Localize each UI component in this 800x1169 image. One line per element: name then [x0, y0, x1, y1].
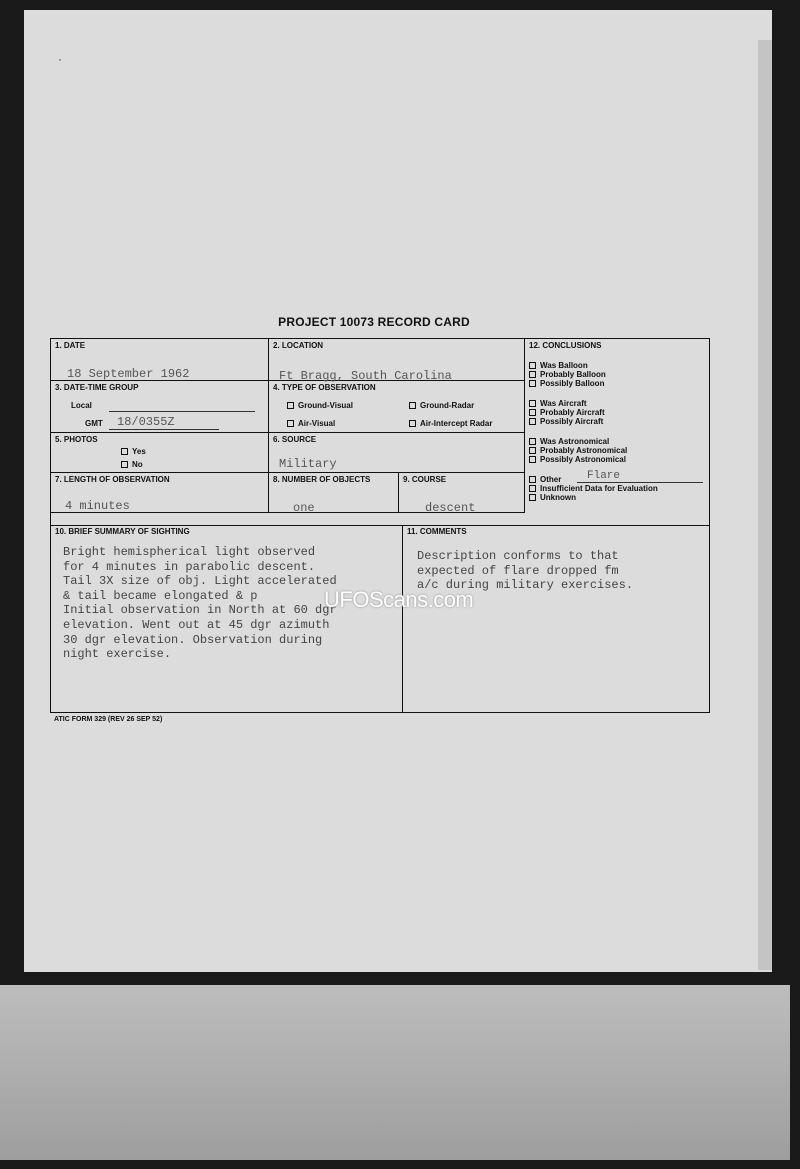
- conclusion-probably-astronomical: Probably Astronomical: [529, 446, 627, 455]
- conclusions-cell: [525, 339, 709, 525]
- checkbox-icon: [529, 438, 536, 445]
- gmt-label: GMT: [85, 419, 103, 428]
- length-label: 7. LENGTH OF OBSERVATION: [55, 475, 170, 484]
- type-air-visual: Air-Visual: [287, 419, 335, 428]
- course-label: 9. COURSE: [403, 475, 447, 484]
- checkbox-icon: [409, 420, 416, 427]
- source-label: 6. SOURCE: [273, 435, 317, 444]
- source-value: Military: [279, 457, 337, 471]
- datetime-cell: [51, 381, 269, 433]
- conclusions-label: 12. CONCLUSIONS: [529, 341, 602, 350]
- num-objects-value: one: [293, 501, 315, 515]
- conclusion-was-aircraft: Was Aircraft: [529, 399, 587, 408]
- date-cell: [51, 339, 269, 381]
- summary-cell: [51, 525, 403, 712]
- checkbox-icon: [529, 476, 536, 483]
- gmt-line: [109, 429, 219, 430]
- conclusion-other-value: Flare: [587, 470, 621, 482]
- date-label: 1. DATE: [55, 341, 86, 350]
- photos-cell: [51, 433, 269, 473]
- local-line: [109, 411, 255, 412]
- checkbox-icon: [287, 420, 294, 427]
- date-value: 18 September 1962: [67, 367, 190, 381]
- other-line: [577, 482, 703, 483]
- checkbox-icon: [529, 409, 536, 416]
- datetime-label: 3. DATE-TIME GROUP: [55, 383, 139, 392]
- conclusion-probably-aircraft: Probably Aircraft: [529, 408, 605, 417]
- comments-text: Description conforms to that expected of flare dropped fm a/c during military exercises.: [417, 549, 634, 593]
- conclusion-probably-balloon: Probably Balloon: [529, 370, 606, 379]
- conclusion-unknown: Unknown: [529, 493, 576, 502]
- document-page: [24, 10, 772, 972]
- photos-yes: Yes: [121, 447, 146, 456]
- scan-bottom-strip: [0, 985, 790, 1160]
- checkbox-icon: [529, 380, 536, 387]
- watermark: UFOScans.com: [324, 587, 474, 612]
- checkbox-icon: [529, 371, 536, 378]
- type-observation-cell: [269, 381, 525, 433]
- comments-label: 11. COMMENTS: [407, 527, 467, 536]
- comments-cell: [403, 525, 709, 712]
- checkbox-icon: [529, 494, 536, 501]
- num-objects-cell: [269, 473, 399, 513]
- photos-no: No: [121, 460, 143, 469]
- summary-label: 10. BRIEF SUMMARY OF SIGHTING: [55, 527, 190, 536]
- num-objects-label: 8. NUMBER OF OBJECTS: [273, 475, 371, 484]
- checkbox-icon: [529, 456, 536, 463]
- form-number: ATIC FORM 329 (REV 26 SEP 52): [54, 716, 163, 723]
- conclusion-possibly-balloon: Possibly Balloon: [529, 379, 604, 388]
- checkbox-icon: [529, 400, 536, 407]
- checkbox-icon: [409, 402, 416, 409]
- course-cell: [399, 473, 525, 513]
- conclusion-was-balloon: Was Balloon: [529, 361, 588, 370]
- type-ground-visual: Ground-Visual: [287, 401, 353, 410]
- conclusion-possibly-astronomical: Possibly Astronomical: [529, 455, 626, 464]
- local-label: Local: [71, 401, 92, 410]
- checkbox-icon: [529, 447, 536, 454]
- scan-speck: ·: [58, 52, 62, 66]
- length-value: 4 minutes: [65, 499, 130, 513]
- record-card: [50, 338, 710, 713]
- type-ground-radar: Ground-Radar: [409, 401, 474, 410]
- gmt-value: 18/0355Z: [117, 415, 175, 429]
- checkbox-icon: [121, 448, 128, 455]
- checkbox-icon: [121, 461, 128, 468]
- photos-label: 5. PHOTOS: [55, 435, 98, 444]
- summary-text: Bright hemispherical light observed for 4 minutes in parabolic descent. Tail 3X size of obj. Light accelerated & tail became elongated & p Initial observation in North at 60 dgr elevation. Went out at 45 dgr azimuth 30 dgr elevation. Observation during night exercise.: [63, 545, 337, 662]
- source-cell: [269, 433, 525, 473]
- type-observation-label: 4. TYPE OF OBSERVATION: [273, 383, 376, 392]
- location-cell: [269, 339, 525, 381]
- conclusion-insufficient-data: Insufficient Data for Evaluation: [529, 484, 658, 493]
- location-value: Ft Bragg, South Carolina: [279, 369, 452, 383]
- conclusion-possibly-aircraft: Possibly Aircraft: [529, 417, 603, 426]
- page-shadow: [758, 40, 772, 970]
- checkbox-icon: [529, 485, 536, 492]
- checkbox-icon: [529, 418, 536, 425]
- card-title: PROJECT 10073 RECORD CARD: [278, 315, 470, 329]
- checkbox-icon: [287, 402, 294, 409]
- location-label: 2. LOCATION: [273, 341, 324, 350]
- type-air-intercept-radar: Air-Intercept Radar: [409, 419, 492, 428]
- conclusion-other: Other: [529, 475, 561, 484]
- checkbox-icon: [529, 362, 536, 369]
- course-value: descent: [425, 501, 476, 515]
- length-cell: [51, 473, 269, 513]
- conclusion-was-astronomical: Was Astronomical: [529, 437, 609, 446]
